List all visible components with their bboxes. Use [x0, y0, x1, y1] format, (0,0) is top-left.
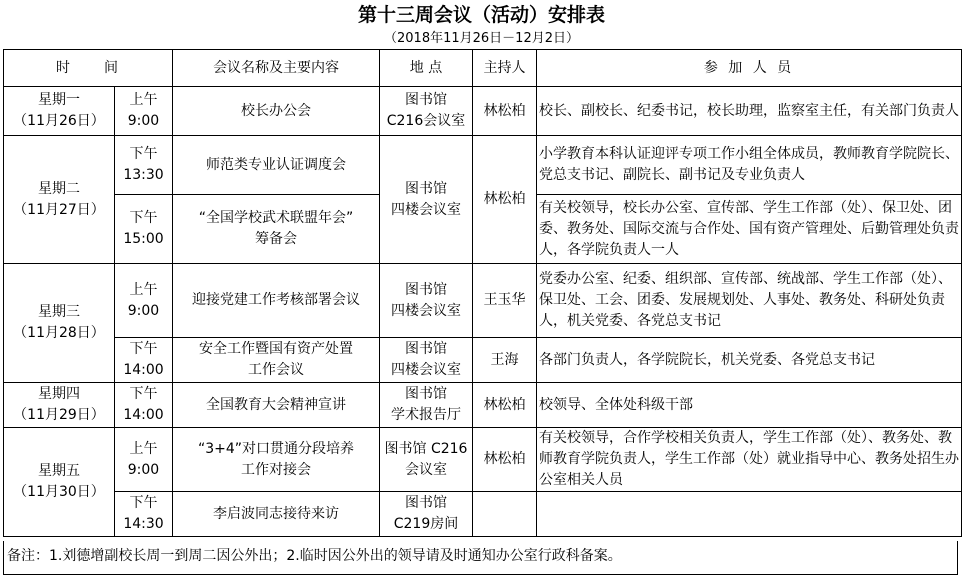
time-cell: 下午 14:00 — [115, 383, 173, 428]
attendees-cell: 校领导、全体处科级干部 — [537, 383, 962, 428]
host-cell: 林松柏 — [473, 428, 537, 492]
day-cell: 星期二 （11月27日） — [4, 136, 115, 264]
time-cell: 下午 13:30 — [115, 136, 173, 195]
meeting-cell: “全国学校武术联盟年会” 筹备会 — [173, 195, 380, 264]
time-cell: 下午 14:00 — [115, 338, 173, 383]
meeting-cell: 李启波同志接待来访 — [173, 492, 380, 537]
meeting-cell: “3+4”对口贯通分段培养 工作对接会 — [173, 428, 380, 492]
time-cell: 下午 14:30 — [115, 492, 173, 537]
location-cell: 图书馆 四楼会议室 — [380, 136, 473, 264]
meeting-cell: 迎接党建工作考核部署会议 — [173, 264, 380, 338]
attendees-cell: 有关校领导，校长办公室、宣传部、学生工作部（处）、保卫处、团委、教务处、国际交流与合作处、国有资产管理处、后勤管理处负责人，各学院负责人一人 — [537, 195, 962, 264]
location-cell: 图书馆 四楼会议室 — [380, 264, 473, 338]
table-row — [4, 264, 962, 338]
time-cell: 上午 9:00 — [115, 264, 173, 338]
footnote: 备注：1.刘德增副校长周一到周二因公外出；2.临时因公外出的领导请及时通知办公室行政科备案。 — [3, 541, 958, 575]
host-cell: 林松柏 — [473, 383, 537, 428]
location-cell: 图书馆 C219房间 — [380, 492, 473, 537]
table-row — [4, 383, 962, 428]
attendees-cell: 有关校领导，合作学校相关负责人，学生工作部（处）、教务处、教师教育学院负责人，学生工作部（处）就业指导中心、教务处招生办公室相关人员 — [537, 428, 962, 492]
meeting-cell: 师范类专业认证调度会 — [173, 136, 380, 195]
day-cell: 星期四 （11月29日） — [4, 383, 115, 428]
header-attendees: 参 加 人 员 — [537, 50, 962, 87]
time-cell: 上午 9:00 — [115, 428, 173, 492]
time-cell: 下午 15:00 — [115, 195, 173, 264]
table-row — [4, 492, 962, 537]
host-cell: 王玉华 — [473, 264, 537, 338]
day-cell: 星期一 （11月26日） — [4, 87, 115, 136]
table-row — [4, 136, 962, 195]
page-title: 第十三周会议（活动）安排表 — [357, 4, 605, 26]
attendees-cell: 小学教育本科认证迎评专项工作小组全体成员，教师教育学院院长、党总支书记、副院长、副书记及专业负责人 — [537, 136, 962, 195]
attendees-cell: 校长、副校长、纪委书记，校长助理，监察室主任，有关部门负责人 — [537, 87, 962, 136]
day-cell: 星期三 （11月28日） — [4, 264, 115, 383]
attendees-cell: 党委办公室、纪委、组织部、宣传部、统战部、学生工作部（处）、保卫处、工会、团委、发展规划处、人事处、教务处、科研处负责人，机关党委、各党总支书记 — [537, 264, 962, 338]
location-cell: 图书馆 C216会议室 — [380, 87, 473, 136]
header-meeting: 会议名称及主要内容 — [173, 50, 380, 87]
schedule-table — [3, 49, 962, 537]
attendees-cell: 各部门负责人，各学院院长，机关党委、各党总支书记 — [537, 338, 962, 383]
location-cell: 图书馆 四楼会议室 — [380, 338, 473, 383]
header-time: 时 间 — [4, 50, 173, 87]
location-cell: 图书馆 学术报告厅 — [380, 383, 473, 428]
attendees-cell — [537, 492, 962, 537]
header-host: 主持人 — [473, 50, 537, 87]
location-cell: 图书馆 C216 会议室 — [380, 428, 473, 492]
meeting-cell: 校长办公会 — [173, 87, 380, 136]
table-row — [4, 338, 962, 383]
meeting-cell: 安全工作暨国有资产处置 工作会议 — [173, 338, 380, 383]
meeting-cell: 全国教育大会精神宣讲 — [173, 383, 380, 428]
host-cell: 林松柏 — [473, 136, 537, 264]
header-row — [4, 50, 962, 87]
host-cell: 王海 — [473, 338, 537, 383]
page-subtitle: （2018年11月26日－12月2日） — [384, 31, 579, 46]
table-row — [4, 87, 962, 136]
table-row — [4, 428, 962, 492]
host-cell: 林松柏 — [473, 87, 537, 136]
day-cell: 星期五 （11月30日） — [4, 428, 115, 537]
time-cell: 上午 9:00 — [115, 87, 173, 136]
header-location: 地 点 — [380, 50, 473, 87]
host-cell — [473, 492, 537, 537]
